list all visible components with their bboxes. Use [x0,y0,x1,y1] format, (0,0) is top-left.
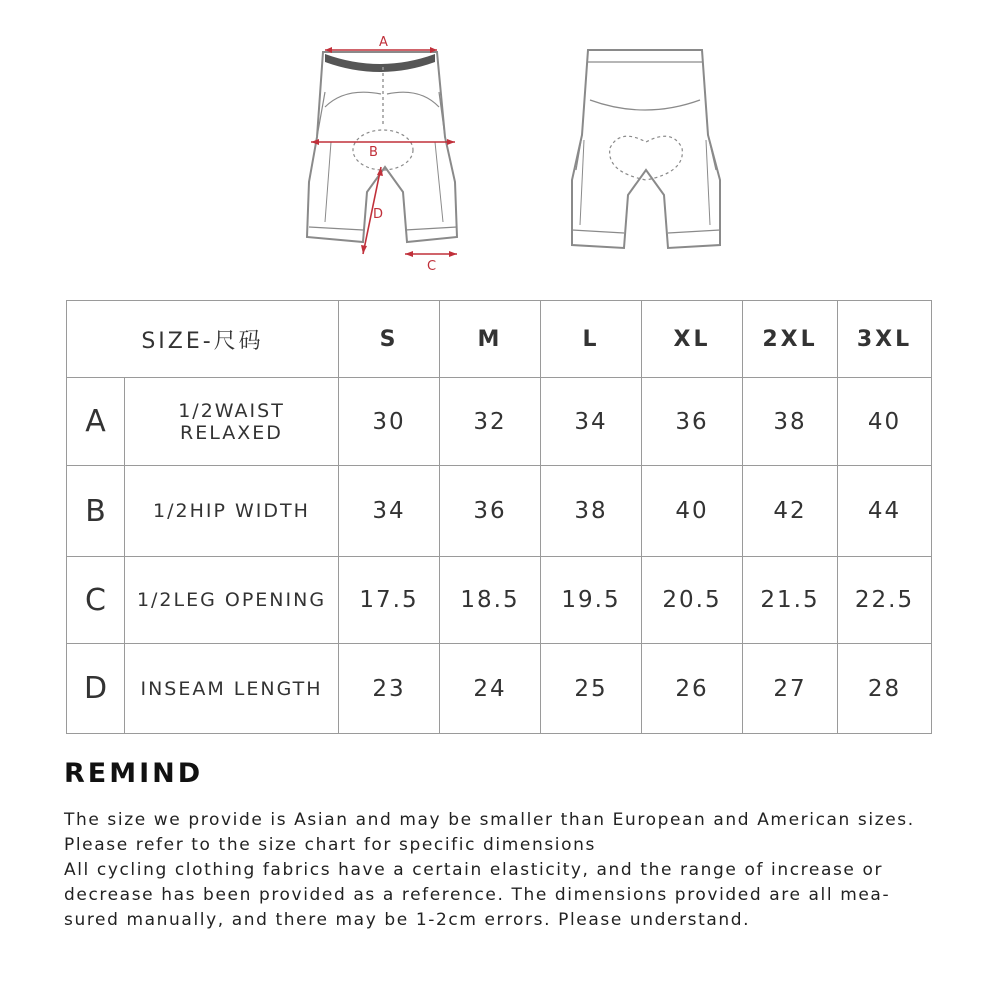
table-cell: 20.5 [642,557,743,644]
size-header-xl: XL [642,301,743,378]
table-row-inseam [67,644,932,734]
table-cell: 38 [541,466,642,557]
table-cell: 25 [541,644,642,734]
row-name: INSEAM LENGTH [125,644,339,734]
dimension-label-b: B [369,145,378,160]
row-letter: C [67,557,125,644]
row-name: 1/2WAIST RELAXED [125,378,339,466]
shorts-diagrams [0,0,1000,290]
table-cell: 18.5 [440,557,541,644]
size-header-2xl: 2XL [743,301,838,378]
remind-line: Please refer to the size chart for specific dimensions [64,835,596,855]
remind-line: All cycling clothing fabrics have a certain elasticity, and the range of increase or [64,860,884,880]
table-cell: 38 [743,378,838,466]
row-name: 1/2LEG OPENING [125,557,339,644]
table-row-hip [67,466,932,557]
size-chart-table [66,300,932,734]
remind-line: decrease has been provided as a reference. The dimensions provided are all mea- [64,885,891,905]
back-shorts-diagram [560,40,730,260]
table-row-waist [67,378,932,466]
row-letter: B [67,466,125,557]
table-cell: 40 [642,466,743,557]
table-cell: 34 [339,466,440,557]
size-header-l: L [541,301,642,378]
size-header-s: S [339,301,440,378]
remind-line: The size we provide is Asian and may be smaller than European and American sizes. [64,810,915,830]
front-shorts-diagram [295,32,475,272]
dimension-label-d: D [373,207,384,222]
dimension-label-c: C [427,259,437,272]
header-row [67,301,932,378]
table-cell: 34 [541,378,642,466]
dimension-label-a: A [379,35,388,50]
table-cell: 28 [838,644,932,734]
table-cell: 26 [642,644,743,734]
remind-heading: REMIND [64,758,204,789]
table-cell: 23 [339,644,440,734]
table-cell: 36 [440,466,541,557]
row-letter: D [67,644,125,734]
table-row-leg-opening [67,557,932,644]
table-cell: 21.5 [743,557,838,644]
table-cell: 19.5 [541,557,642,644]
size-header-m: M [440,301,541,378]
table-cell: 32 [440,378,541,466]
table-cell: 22.5 [838,557,932,644]
table-cell: 42 [743,466,838,557]
remind-paragraph [64,808,964,933]
row-letter: A [67,378,125,466]
table-cell: 27 [743,644,838,734]
size-header-3xl: 3XL [838,301,932,378]
table-cell: 17.5 [339,557,440,644]
table-cell: 30 [339,378,440,466]
remind-line: sured manually, and there may be 1-2cm errors. Please understand. [64,910,751,930]
table-cell: 44 [838,466,932,557]
row-name: 1/2HIP WIDTH [125,466,339,557]
table-cell: 40 [838,378,932,466]
table-cell: 24 [440,644,541,734]
table-cell: 36 [642,378,743,466]
size-header-label: SIZE-尺码 [67,301,339,378]
